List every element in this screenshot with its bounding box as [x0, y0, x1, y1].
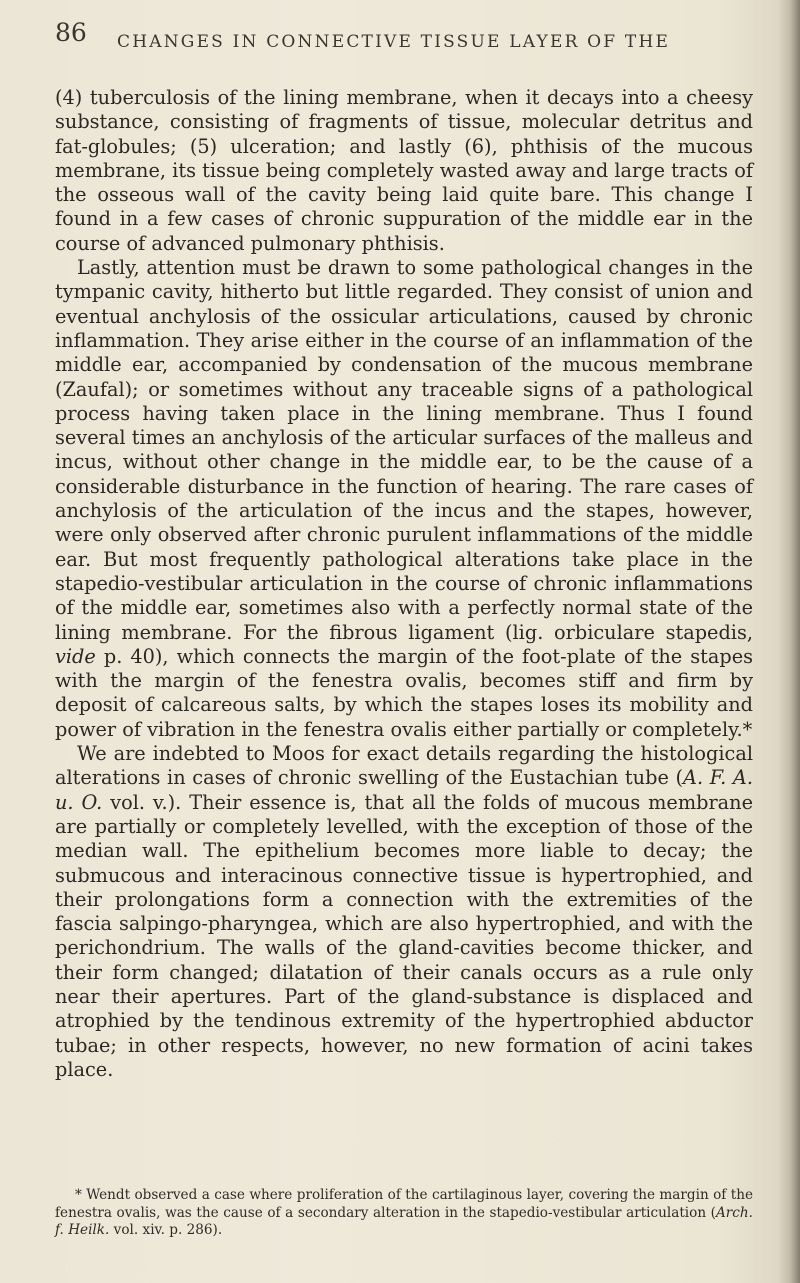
- page-edge-shadow: [778, 0, 800, 1283]
- paragraph-3: [55, 742, 753, 1082]
- paragraph-2-text: Lastly, attention must be drawn to some pathological changes in the tympanic cavity, hitherto but little regarded. They consist of union and eventual anchylosis of the ossicular articulations, caused by chronic inflammation. They arise either in the course of an inflammation of the middle ear, accompanied by condensation of the mucous membrane (Zaufal); or sometimes without any traceable signs of a pathological process having taken place in the lining membrane. Thus I found several times an anchylosis of the articular surfaces of the malleus and incus, without other change in the middle ear, to be the cause of a considerable disturbance in the function of hearing. The rare cases of anchylosis of the articulation of the incus and the stapes, however, were only observed after chronic purulent inflammations of the middle ear. But most frequently pathological alterations take place in the stapedio-vestibular articulation in the course of chronic inflammations of the middle ear, sometimes also with a perfectly normal state of the lining membrane. For the fibrous ligament (lig. orbiculare stapedis,: [55, 256, 753, 644]
- footnote-text: * Wendt observed a case where proliferation of the cartilaginous layer, covering the margin of the fenestra ovalis, was the cause of a secondary alteration in the stapedio-vestibular articulation (: [55, 1187, 753, 1221]
- body-text: [55, 86, 753, 1082]
- footnote-citation: Arch. f. Heilk.: [55, 1204, 753, 1238]
- footnote: [55, 1187, 753, 1240]
- paragraph-2-vide: vide: [55, 644, 96, 668]
- running-head: [55, 18, 755, 58]
- footnote-rest: vol. xiv. p. 286).: [113, 1222, 223, 1238]
- page-number: 86: [55, 18, 87, 47]
- paragraph-3-start: We are indebted to Moos for exact details regarding the histological alterations in cases of chronic swelling of the Eustachian tube (: [55, 742, 753, 790]
- paragraph-3-rest: vol. v.). Their essence is, that all the folds of mucous membrane are partially or completely levelled, with the exception of those of the median wall. The epithelium becomes more liable to decay; the submucous and interacinous connective tissue is hypertrophied, and their prolongations form a connection with the extremities of the fascia salpingo-pharyngea, which are also hypertrophied, and with the perichondrium. The walls of the gland-cavities become thicker, and their form changed; dilatation of their canals occurs as a rule only near their apertures. Part of the gland-substance is displaced and atrophied by the tendinous extremity of the hypertrophied abductor tubae; in other respects, however, no new formation of acini takes place.: [55, 790, 753, 1081]
- running-title: CHANGES IN CONNECTIVE TISSUE LAYER OF THE: [117, 32, 671, 52]
- paragraph-1: (4) tuberculosis of the lining membrane, when it decays into a cheesy substance, consisting of fragments of tissue, molecular detritus and fat-globules; (5) ulceration; and lastly (6), phthisis of the mucous membrane, its tissue being completely wasted away and large tracts of the osseous wall of the cavity being laid quite bare. This change I found in a few cases of chronic suppuration of the middle ear in the course of advanced pulmonary phthisis.: [55, 86, 753, 255]
- footnote-paragraph: [55, 1187, 753, 1240]
- paragraph-3-citation: A. F. A. u. O.: [55, 766, 753, 814]
- paragraph-2: [55, 256, 753, 742]
- paragraph-2-rest: p. 40), which connects the margin of the foot-plate of the stapes with the margin of the fenestra ovalis, becomes stiff and firm by deposit of calcareous salts, by which the stapes loses its mobility and power of vibration in the fenestra ovalis either partially or completely.*: [55, 644, 753, 741]
